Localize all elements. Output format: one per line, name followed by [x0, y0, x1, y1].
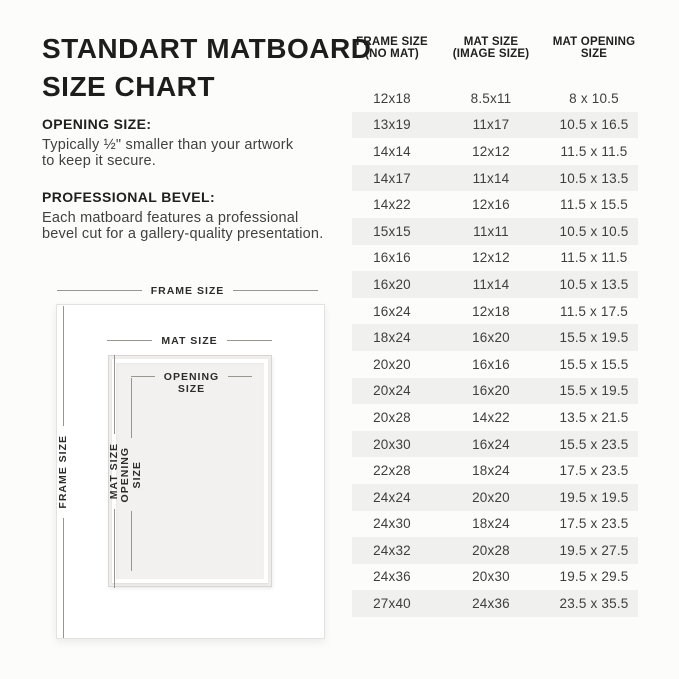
table-cell: 16x20	[472, 330, 510, 346]
column-header-line: MAT OPENING	[552, 36, 636, 48]
dimension-line	[114, 509, 115, 588]
opening-size-text-line-1: Typically ½" smaller than your artwork	[42, 137, 294, 153]
opening-size-vertical-line-1: OPENING	[119, 446, 131, 503]
table-row	[352, 404, 638, 431]
column-header-mat-size	[432, 37, 550, 60]
table-row	[352, 112, 638, 139]
table-cell: 22x28	[373, 463, 411, 479]
table-row	[352, 511, 638, 538]
table-cell: 15.5 x 23.5	[559, 436, 629, 452]
table-cell: 11x17	[472, 117, 510, 133]
table-row	[352, 138, 638, 165]
table-header	[352, 37, 638, 60]
mat-size-label-vertical: MAT SIZE	[108, 443, 120, 500]
opening-size-label-line-2: SIZE	[177, 383, 206, 395]
column-header-frame-size	[352, 37, 432, 60]
table-cell: 11x11	[473, 223, 509, 239]
table-cell: 18x24	[472, 516, 510, 532]
table-cell: 24x24	[373, 489, 411, 505]
table-cell: 14x22	[472, 409, 510, 425]
page-title-line-1: STANDART MATBOARD	[42, 33, 372, 64]
page-title-line-2: SIZE CHART	[42, 71, 215, 102]
dimension-line	[63, 306, 64, 426]
table-cell: 15.5 x 15.5	[559, 356, 629, 372]
table-cell: 14x22	[373, 197, 411, 213]
table-cell: 16x20	[472, 383, 510, 399]
column-header-mat-opening	[550, 37, 638, 60]
table-row	[352, 484, 638, 511]
table-row	[352, 590, 638, 617]
table-cell: 20x28	[373, 409, 411, 425]
table-body	[352, 85, 638, 617]
table-cell: 27x40	[373, 596, 411, 612]
opening-size-horizontal-dimension	[131, 370, 252, 383]
column-header-line: MAT SIZE	[463, 36, 519, 48]
table-cell: 12x16	[472, 197, 510, 213]
dimension-line	[57, 290, 142, 291]
column-header-line: (IMAGE SIZE)	[452, 47, 530, 60]
table-cell: 16x20	[373, 276, 411, 292]
table-cell: 15x15	[373, 223, 411, 239]
dimension-line	[63, 518, 64, 638]
table-cell: 16x16	[472, 356, 510, 372]
table-cell: 20x30	[472, 569, 510, 585]
table-cell: 11.5 x 11.5	[560, 250, 628, 266]
table-cell: 10.5 x 13.5	[559, 170, 629, 186]
table-cell: 10.5 x 10.5	[559, 223, 629, 239]
table-row	[352, 537, 638, 564]
table-row	[352, 324, 638, 351]
table-cell: 12x12	[472, 250, 510, 266]
table-cell: 13.5 x 21.5	[559, 409, 629, 425]
opening-size-label-vertical	[119, 438, 143, 511]
frame-rectangle	[56, 304, 325, 639]
table-cell: 12x18	[472, 303, 510, 319]
table-row	[352, 378, 638, 405]
table-cell: 11.5 x 11.5	[560, 143, 628, 159]
page-title	[42, 30, 371, 106]
table-cell: 24x32	[373, 542, 411, 558]
table-cell: 12x12	[472, 143, 510, 159]
table-cell: 24x36	[472, 596, 510, 612]
table-row	[352, 431, 638, 458]
column-header-line: SIZE	[580, 47, 608, 60]
table-cell: 17.5 x 23.5	[559, 463, 629, 479]
table-cell: 20x28	[472, 542, 510, 558]
table-cell: 17.5 x 23.5	[559, 516, 629, 532]
column-header-line: FRAME SIZE	[356, 36, 428, 48]
dimension-line	[228, 376, 252, 377]
table-cell: 24x36	[373, 569, 411, 585]
table-cell: 13x19	[373, 117, 411, 133]
table-row	[352, 351, 638, 378]
table-cell: 24x30	[373, 516, 411, 532]
frame-size-label: FRAME SIZE	[150, 284, 225, 297]
frame-size-horizontal-dimension	[57, 284, 318, 297]
table-cell: 19.5 x 19.5	[559, 489, 629, 505]
table-cell: 14x14	[373, 143, 411, 159]
opening-size-heading: OPENING SIZE:	[42, 116, 152, 132]
table-row	[352, 245, 638, 272]
dimension-line	[131, 378, 132, 438]
table-cell: 8.5x11	[470, 90, 512, 106]
size-table	[352, 37, 638, 617]
table-cell: 20x20	[373, 356, 411, 372]
table-cell: 16x16	[373, 250, 411, 266]
column-header-line: (NO MAT)	[365, 47, 419, 60]
table-cell: 10.5 x 16.5	[559, 117, 629, 133]
table-row	[352, 271, 638, 298]
table-row	[352, 85, 638, 112]
table-cell: 18x24	[373, 330, 411, 346]
table-cell: 19.5 x 27.5	[559, 542, 629, 558]
table-row	[352, 298, 638, 325]
table-cell: 20x20	[472, 489, 510, 505]
table-cell: 23.5 x 35.5	[559, 596, 629, 612]
table-cell: 18x24	[472, 463, 510, 479]
opening-size-vertical-dimension	[117, 378, 145, 571]
table-row	[352, 457, 638, 484]
opening-size-label-line-1: OPENING	[163, 370, 220, 383]
table-row	[352, 564, 638, 591]
dimension-line	[131, 376, 155, 377]
table-cell: 10.5 x 13.5	[559, 276, 629, 292]
professional-bevel-section	[42, 189, 323, 242]
professional-bevel-text-line-2: bevel cut for a gallery-quality presentation.	[42, 225, 324, 242]
opening-size-section	[42, 116, 293, 169]
table-cell: 11.5 x 15.5	[560, 197, 628, 213]
frame-diagram	[30, 283, 332, 649]
dimension-line	[233, 290, 318, 291]
table-cell: 12x18	[373, 90, 411, 106]
frame-size-label-vertical: FRAME SIZE	[57, 435, 69, 509]
table-row	[352, 191, 638, 218]
table-cell: 20x24	[373, 383, 411, 399]
professional-bevel-heading: PROFESSIONAL BEVEL:	[42, 189, 216, 205]
opening-size-text-line-2: to keep it secure.	[42, 152, 157, 169]
table-cell: 19.5 x 29.5	[559, 569, 629, 585]
opening-size-vertical-line-2: SIZE	[131, 460, 143, 489]
professional-bevel-text-line-1: Each matboard features a professional	[42, 210, 299, 226]
table-cell: 15.5 x 19.5	[559, 330, 629, 346]
mat-size-label: MAT SIZE	[161, 334, 218, 347]
table-cell: 11.5 x 17.5	[560, 303, 628, 319]
dimension-line	[227, 340, 272, 341]
table-cell: 20x30	[373, 436, 411, 452]
table-cell: 16x24	[472, 436, 510, 452]
table-cell: 11x14	[472, 276, 510, 292]
table-cell: 14x17	[373, 170, 411, 186]
mat-size-horizontal-dimension	[107, 334, 272, 347]
table-cell: 11x14	[472, 170, 510, 186]
dimension-line	[107, 340, 152, 341]
table-cell: 16x24	[373, 303, 411, 319]
dimension-line	[114, 355, 115, 434]
frame-size-vertical-dimension	[55, 306, 71, 638]
table-row	[352, 218, 638, 245]
table-cell: 15.5 x 19.5	[559, 383, 629, 399]
table-row	[352, 165, 638, 192]
table-cell: 8 x 10.5	[569, 90, 619, 106]
dimension-line	[131, 511, 132, 571]
